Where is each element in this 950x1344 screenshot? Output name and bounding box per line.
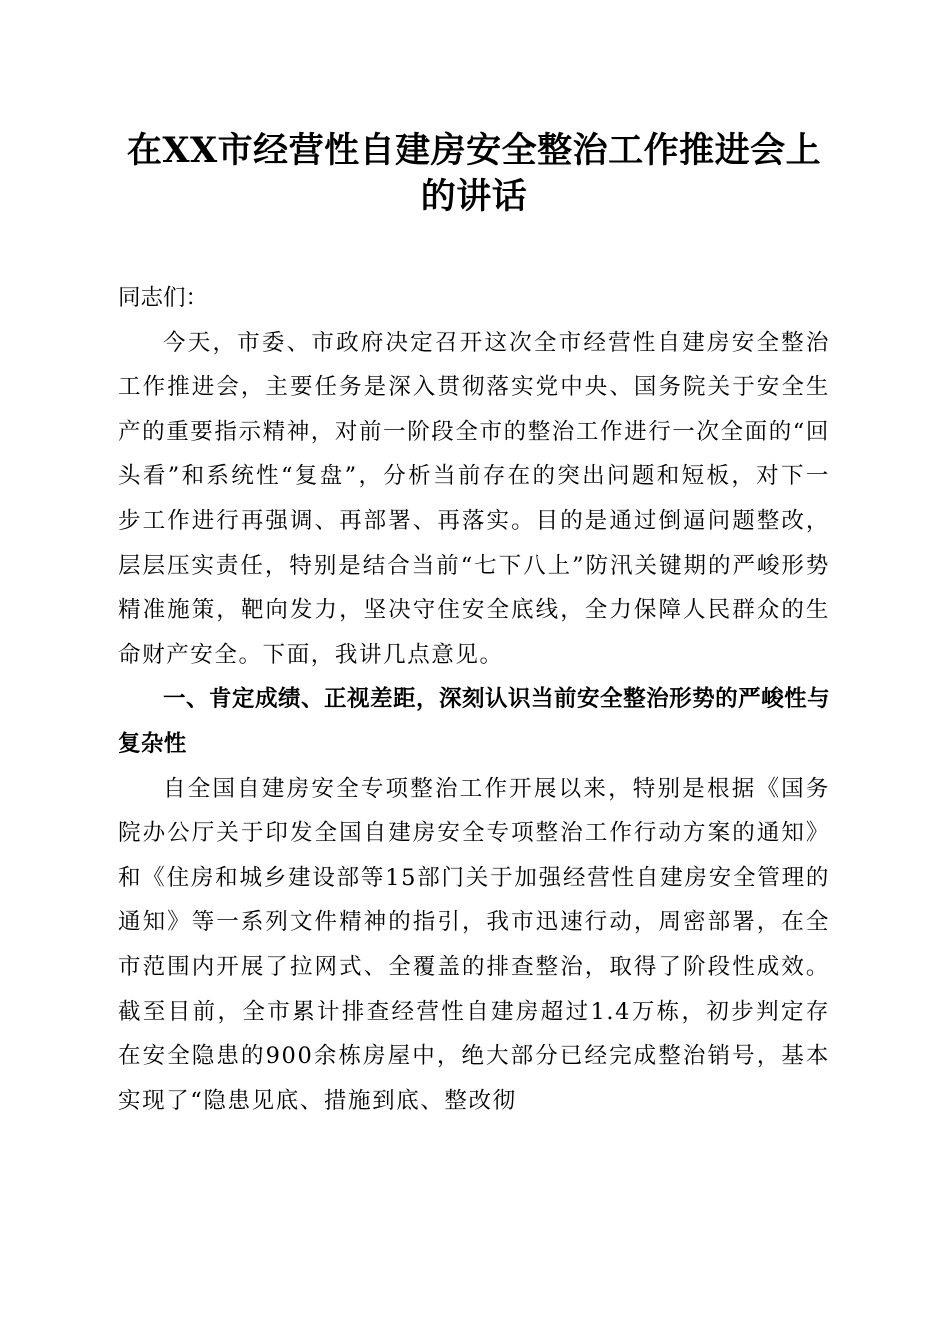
document-body xyxy=(118,276,830,1123)
document-title xyxy=(118,128,830,220)
section-heading-1: 一、肯定成绩、正视差距，深刻认识当前安全整治形势的严峻性与复杂性 xyxy=(118,686,830,757)
document-page xyxy=(118,128,830,1123)
salutation: 同志们： xyxy=(118,285,209,311)
paragraph-opening: 今天，市委、市政府决定召开这次全市经营性自建房安全整治工作推进会，主要任务是深入贯彻落实党中央、国务院关于安全生产的重要指示精神，对前一阶段全市的整治工作进行一次全面的“回头看”和系统性“复盘”，分析当前存在的突出问题和短板，对下一步工作进行再强调、再部署、再落实。目的是通过倒逼问题整改，层层压实责任，特别是结合当前“七下八上”防汛关键期的严峻形势精准施策，靶向发力，坚决守住安全底线，全力保障人民群众的生命财产安全。下面，我讲几点意见。 xyxy=(118,329,831,668)
title-line-2: 的讲话 xyxy=(420,176,528,217)
title-line-1: 在XX市经营性自建房安全整治工作推进会上 xyxy=(126,130,822,171)
paragraph-achievements: 自全国自建房安全专项整治工作开展以来，特别是根据《国务院办公厅关于印发全国自建房安全专项整治工作行动方案的通知》和《住房和城乡建设部等15部门关于加强经营性自建房安全管理的通知》等一系列文件精神的指引，我市迅速行动，周密部署，在全市范围内开展了拉网式、全覆盖的排查整治，取得了阶段性成效。截至目前，全市累计排查经营性自建房超过1.4万栋，初步判定存在安全隐患的900余栋房屋中，绝大部分已经完成整治销号，基本实现了“隐患见底、措施到底、整改彻 xyxy=(118,775,830,1114)
